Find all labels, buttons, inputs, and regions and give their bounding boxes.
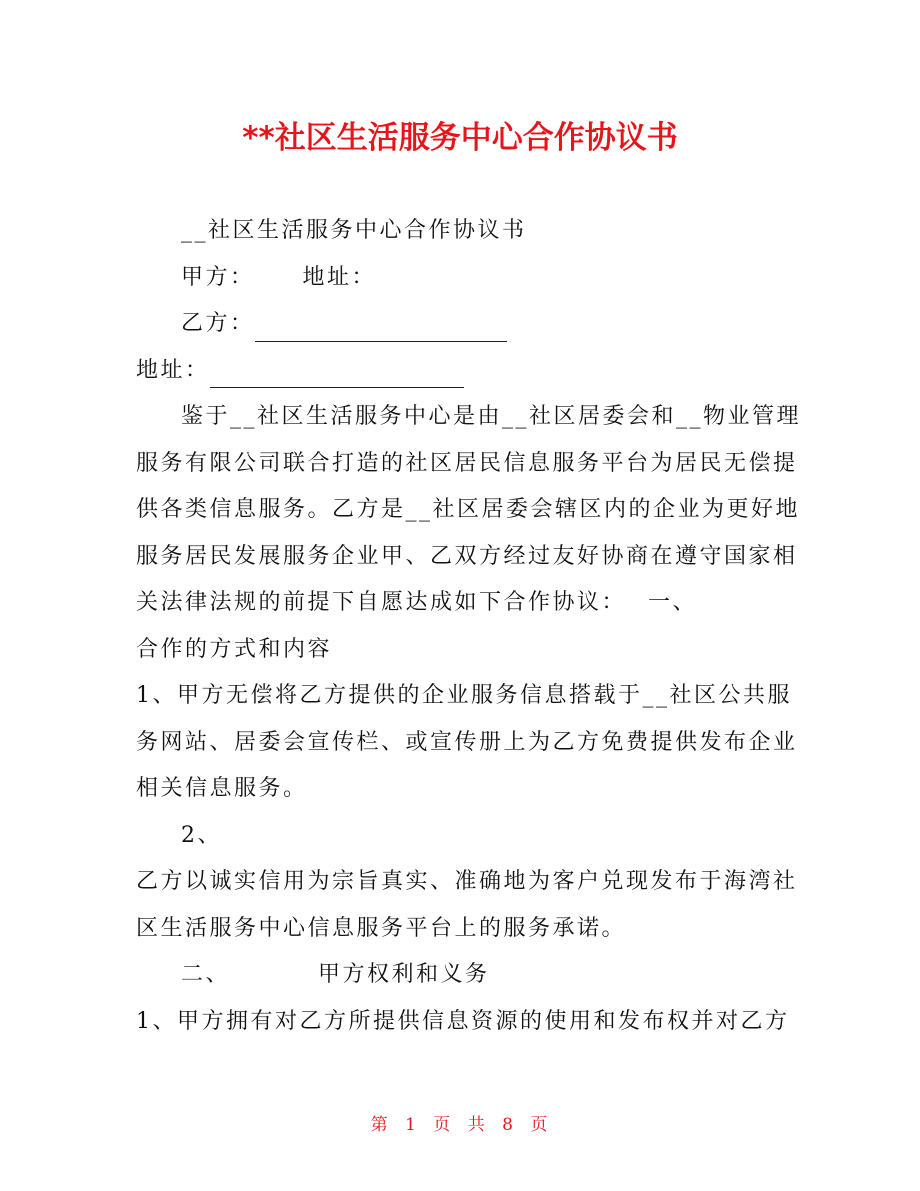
section-two-number: 二、 <box>181 962 231 987</box>
page-footer: 第 1 页 共 8 页 <box>370 1115 550 1135</box>
paragraph-line <box>136 580 784 627</box>
item-two-number: 2、 <box>181 822 222 848</box>
paragraph-line: 鉴于__社区生活服务中心是由__社区居委会和__物业管理 <box>181 404 802 429</box>
party-b-line <box>136 301 784 348</box>
subtitle: __社区生活服务中心合作协议书 <box>181 218 527 243</box>
section-one-title: 合作的方式和内容 <box>136 636 333 662</box>
section-two-heading <box>136 952 784 999</box>
paragraph-line: 乙方以诚实信用为宗旨真实、准确地为客户兑现发布于海湾社 <box>136 869 798 894</box>
document-body <box>136 208 802 1045</box>
subtitle-line <box>136 208 784 255</box>
paragraph-line: 区生活服务中心信息服务平台上的服务承诺。 <box>136 915 627 941</box>
paragraph-line: 服务居民发展服务企业甲、乙双方经过友好协商在遵守国家相 <box>136 543 798 569</box>
party-b-blank <box>255 311 507 342</box>
paragraph-line: 相关信息服务。 <box>136 776 308 801</box>
address-blank <box>210 357 464 388</box>
address-line <box>136 348 784 395</box>
paragraph-line: 服务有限公司联合打造的社区居民信息服务平台为居民无偿提 <box>136 450 798 476</box>
paragraph-line: 1、甲方无偿将乙方提供的企业服务信息搭载于__社区公共服 <box>136 683 792 708</box>
paragraph-line: 1、甲方拥有对乙方所提供信息资源的使用和发布权并对乙方 <box>136 1008 790 1034</box>
party-a-address-label: 地址： <box>302 264 377 290</box>
document-title: **社区生活服务中心合作协议书 <box>242 120 678 156</box>
paragraph-line: 务网站、居委会宣传栏、或宣传册上为乙方免费提供发布企业 <box>136 729 798 755</box>
paragraph-line: 供各类信息服务。乙方是__社区居委会辖区内的企业为更好地 <box>136 497 801 522</box>
party-a-line <box>136 255 784 302</box>
party-a-label: 甲方： <box>181 264 255 290</box>
section-one-number: 一、 <box>648 590 698 615</box>
section-two-title: 甲方权利和义务 <box>318 962 490 987</box>
paragraph-text: 关法律法规的前提下自愿达成如下合作协议： <box>136 590 627 615</box>
party-b-label: 乙方： <box>181 311 255 336</box>
address-label: 地址： <box>136 357 210 383</box>
